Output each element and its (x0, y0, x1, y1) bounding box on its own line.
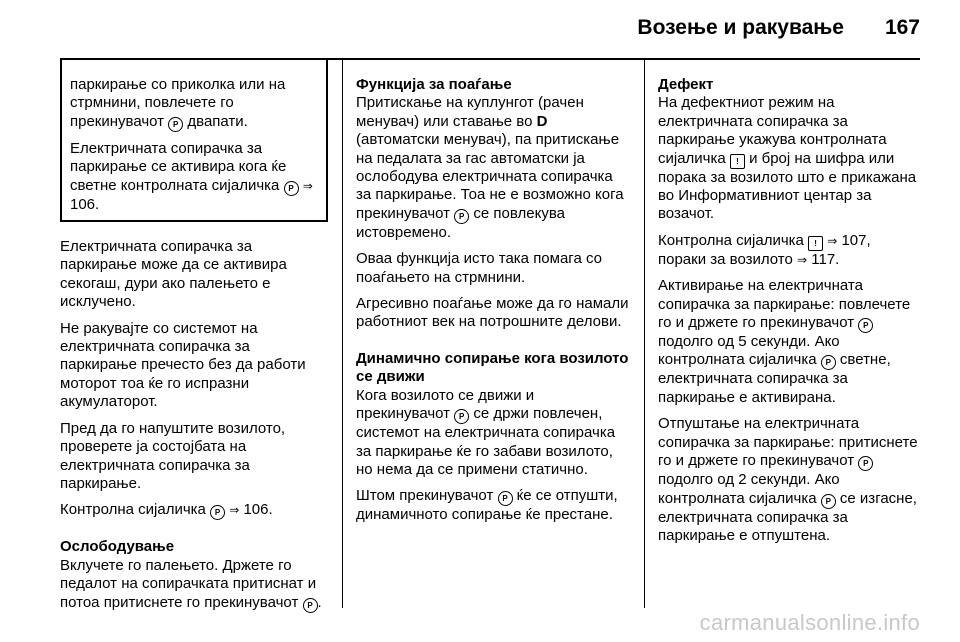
paragraph: Агресивно поаѓање може да го намали работниот век на потрошните делови. (356, 295, 629, 331)
parking-brake-icon: P (168, 117, 183, 132)
service-warning-icon: ! (730, 154, 745, 169)
parking-brake-icon: P (821, 494, 836, 509)
parking-brake-icon: P (858, 456, 873, 471)
column-divider-1 (342, 60, 343, 608)
paragraph: Контролна сијаличка ! ⇒ 107, пораки за возилото ⇒ 117. (658, 231, 871, 268)
note-paragraph-2: Електричната сопирачка за паркирање се активира кога ќе светне контролната сијаличка P ⇒ 106. (70, 139, 313, 213)
column-2 (356, 76, 630, 533)
note-box (60, 60, 328, 222)
parking-brake-icon: P (454, 409, 469, 424)
parking-brake-icon: P (858, 318, 873, 333)
paragraph: Активирање на електричната сопирачка за паркирање: повлечете го и држете го прекинувачот P подолго од 5 секунди. Ако контролната сијаличка P светне, електричната сопирачка за паркирање е активирана. (658, 277, 911, 406)
section-heading: Ослободување (60, 538, 175, 556)
section-heading: Дефект (658, 76, 714, 93)
note-paragraph-1: паркирање со приколка или на стрмнини, повлечете го прекинувачот P двапати. (70, 76, 286, 130)
page-number: 167 (884, 16, 920, 39)
paragraph: Пред да го напуштите возилото, проверете ја состојбата на електричната сопирачка за паркирање. (60, 419, 286, 492)
paragraph: Кога возилото се движи и прекинувачот P се држи повлечен, системот на електричната сопирачка за паркирање ќе го забави возилото, но нема да се примени статично. (356, 386, 616, 478)
paragraph: Штом прекинувачот P ќе се отпушти, динамичното сопирање ќе престане. (356, 487, 618, 524)
paragraph: Оваа функција исто така помага со поаѓањето на стрмнини. (356, 250, 602, 286)
paragraph: Не ракувајте со системот на електричната сопирачка за паркирање пречесто без да работи моторот тоа ќе го испразни акумулаторот. (60, 319, 306, 411)
watermark: carmanualsonline.info (699, 610, 920, 635)
section-heading: Динамично сопирање кога возилото се движи (356, 349, 629, 386)
paragraph: Отпуштање на електричната сопирачка за паркирање: притиснете го и држете го прекинувачот P подолго од 2 секунди. Ако контролната сијаличка P се изгасне, електричната сопирачка за паркирање е отпуштена. (658, 415, 918, 544)
paragraph: Контролна сијаличка P ⇒ 106. (60, 501, 273, 519)
paragraph: Притискање на куплунгот (рачен менувач) или ставање во D (автоматски менувач), па притискање на педалата за гас автоматски ја ослободува електричната сопирачка за паркирање. Тоа не е возможно кога прекинувачот P се повлекува истовремено. (356, 94, 624, 241)
parking-brake-icon: P (303, 598, 318, 613)
page-reference-icon: ⇒ (827, 233, 838, 248)
page-header-title: Возење и ракување (637, 16, 844, 39)
service-warning-icon: ! (808, 236, 823, 251)
page-reference-icon: ⇒ (302, 178, 313, 193)
parking-brake-icon: P (821, 355, 836, 370)
column-divider-2 (644, 60, 645, 608)
column-1 (60, 76, 328, 621)
parking-brake-icon: P (210, 505, 225, 520)
paragraph: Електричната сопирачка за паркирање може да се активира секогаш, дури ако палењето е исклучено. (60, 238, 287, 311)
column-3 (658, 76, 920, 553)
paragraph: На дефектниот режим на електричната сопирачка за паркирање укажува контролната сијаличка ! и број на шифра или порака за возилото што е прикажана во Информативниот центар за возачот. (658, 94, 917, 223)
page-reference-icon: ⇒ (229, 503, 240, 518)
parking-brake-icon: P (454, 209, 469, 224)
parking-brake-icon: P (498, 491, 513, 506)
paragraph: Вклучете го палењето. Држете го педалот на сопирачката притиснат и потоа притиснете го прекинувачот P . (60, 556, 322, 611)
page-reference-icon: ⇒ (797, 252, 808, 267)
parking-brake-icon: P (284, 181, 299, 196)
section-heading: Функција за поаѓање (356, 76, 512, 93)
